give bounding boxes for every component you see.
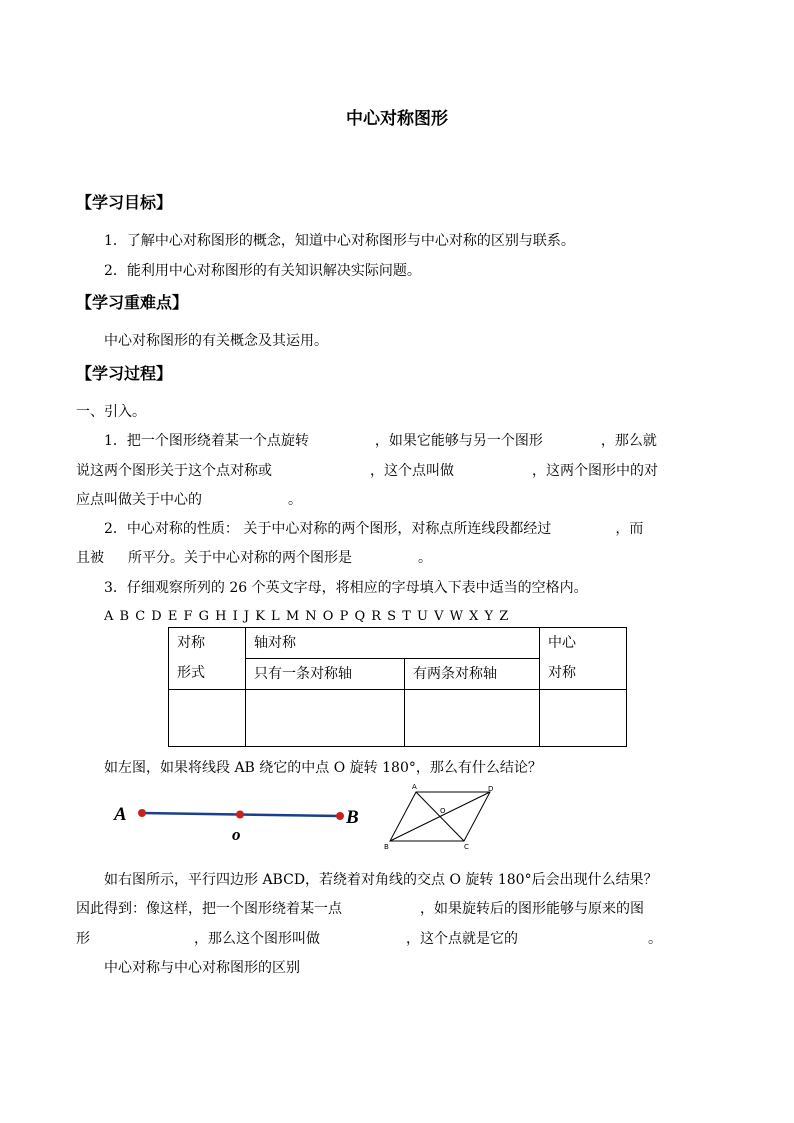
goals-heading: 【学习目标】 [76,193,173,212]
vertex-label-d: D [488,785,494,793]
segment-ab-figure [108,796,370,848]
def-text-f: 。 [648,931,662,947]
center-label-o: O [440,807,446,815]
segment-point-b [336,812,344,820]
col-two-axes: 有两条对称轴 [405,659,540,690]
def-text-a: 因此得到：像这样，把一个图形绕着某一点 [76,901,342,917]
page-title: 中心对称图形 [346,109,448,129]
definition-line2 [76,930,662,948]
p2-text-a: 2．中心对称的性质： 关于中心对称的两个图形，对称点所连线段都经过 [104,521,552,537]
vertex-label-a: A [412,783,417,791]
cell-form-blank[interactable] [169,690,246,747]
col-central-symmetry [540,628,627,690]
p1-text-f: ，这两个图形中的对 [532,463,658,479]
p2-text-c: 且被 [76,550,104,566]
vertex-label-b: B [384,843,389,851]
intro-label: 一、引入。 [76,404,146,420]
p1-text-g: 应点叫做关于中心的 [76,492,202,508]
p1-text-a: 1．把一个图形绕着某一个点旋转 [104,433,309,449]
col-symmetry-form [169,628,246,690]
col-one-axis: 只有一条对称轴 [246,659,405,690]
segment-point-o [236,811,244,819]
segment-label-b: B [346,807,359,828]
p1-line3 [76,491,302,509]
definition-line1 [76,900,644,918]
col-symmetry-form-line1: 对称 [177,635,205,651]
p1-text-b: ，如果它能够与另一个图形 [374,433,543,449]
segment-point-a [138,809,146,817]
p1-text-e: ，这个点叫做 [370,463,454,479]
p2-line1 [104,520,643,538]
p3-text: 3．仔细观察所列的 26 个英文字母，将相应的字母填入下表中适当的空格内。 [104,580,588,596]
col-central-line2: 对称 [548,665,576,681]
segment-question: 如左图，如果将线段 AB 绕它的中点 O 旋转 180°，那么有什么结论？ [104,760,542,776]
process-heading: 【学习过程】 [76,364,173,383]
p1-text-c: ，那么就 [600,433,657,449]
segment-label-a: A [114,804,127,825]
def-text-b: ，如果旋转后的图形能够与原来的图 [420,901,644,917]
key-heading: 【学习重难点】 [76,293,189,312]
p1-line1 [104,432,657,450]
difference-heading: 中心对称与中心对称图形的区别 [104,960,300,976]
p1-line2 [76,462,658,480]
p2-text-b: ，而 [615,521,644,537]
col-symmetry-form-line2: 形式 [177,665,205,681]
alphabet-list: A B C D E F G H I J K L M N O P Q R S T U V W X Y Z [104,609,510,624]
cell-one-axis-answer[interactable] [246,690,405,747]
cell-two-axes-answer[interactable] [405,690,540,747]
p2-line2 [76,549,432,567]
key-text: 中心对称图形的有关概念及其运用。 [104,333,328,349]
def-text-d: ，那么这个图形叫做 [194,931,320,947]
symmetry-table [168,627,627,747]
parallelogram-question: 如右图所示，平行四边形 ABCD，若绕着对角线的交点 O 旋转 180°后会出现什么结果？ [104,872,658,888]
goal-2: 2．能利用中心对称图形的有关知识解决实际问题。 [104,263,421,279]
def-text-c: 形 [76,931,90,947]
goal-1: 1．了解中心对称图形的概念，知道中心对称图形与中心对称的区别与联系。 [104,233,575,249]
p1-text-h: 。 [288,492,302,508]
segment-label-o: o [232,825,241,844]
diagonal-bd [390,792,490,841]
parallelogram-abcd-figure [380,781,510,851]
col-axis-symmetry: 轴对称 [246,628,540,659]
p2-text-e: 。 [418,550,432,566]
def-text-e: ，这个点就是它的 [406,931,518,947]
cell-central-answer[interactable] [540,690,627,747]
vertex-label-c: C [464,843,469,851]
col-central-line1: 中心 [548,635,576,651]
p2-text-d: 所平分。关于中心对称的两个图形是 [128,550,352,566]
p1-text-d: 说这两个图形关于这个点对称或 [76,463,272,479]
